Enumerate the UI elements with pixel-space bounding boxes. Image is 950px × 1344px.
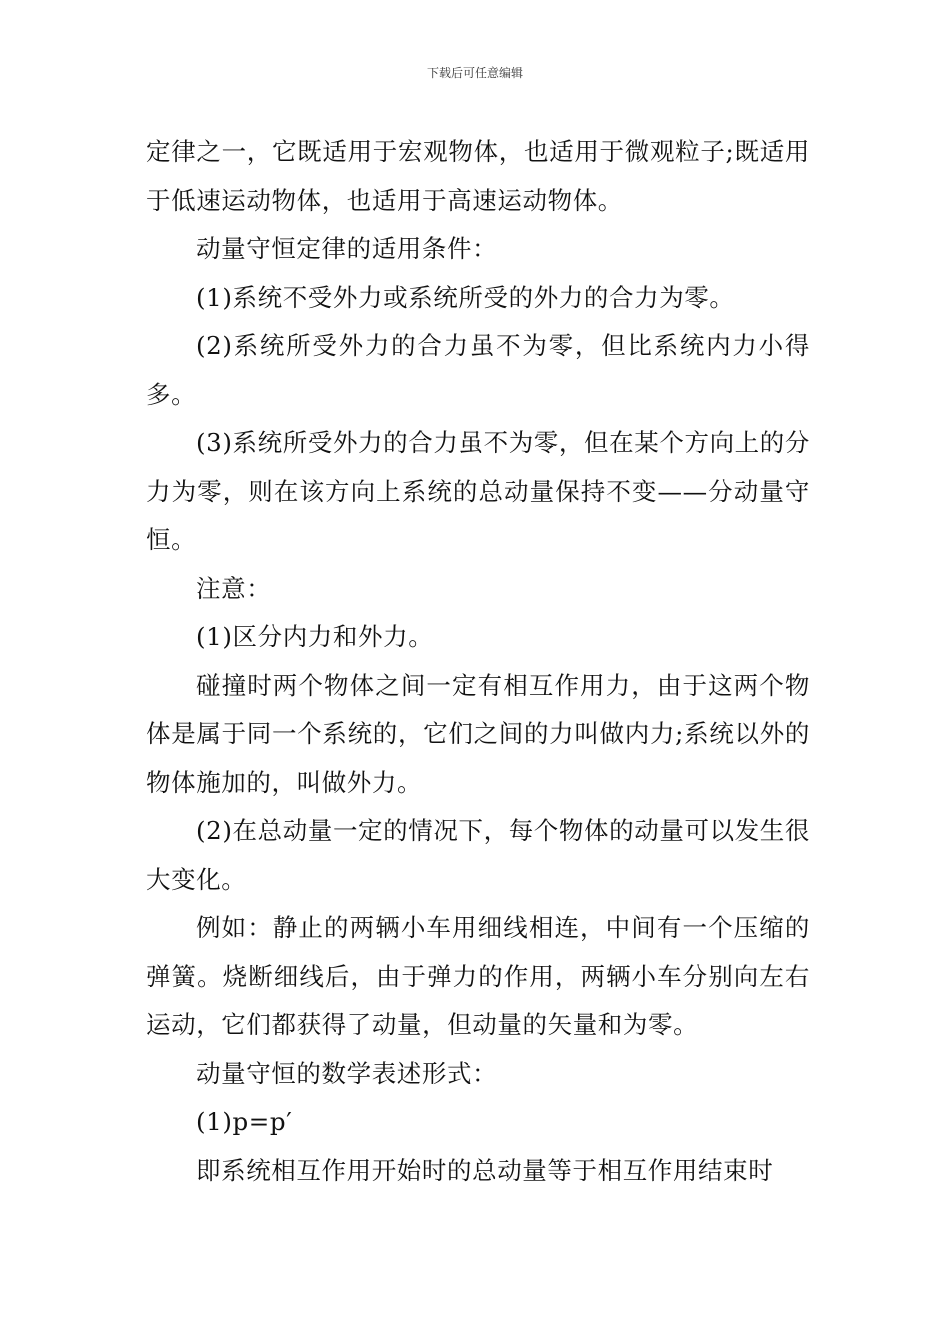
paragraph-9: (2)在总动量一定的情况下，每个物体的动量可以发生很大变化。 [146, 816, 810, 894]
paragraph-10: 例如：静止的两辆小车用细线相连，中间有一个压缩的弹簧。烧断细线后，由于弹力的作用，两辆小车分别向左右运动，它们都获得了动量，但动量的矢量和为零。 [146, 913, 810, 1039]
paragraph-3: (1)系统不受外力或系统所受的外力的合力为零。 [196, 282, 735, 312]
paragraph-6: 注意： [196, 573, 272, 603]
paragraph-5: (3)系统所受外力的合力虽不为零，但在某个方向上的分力为零，则在该方向上系统的总动量保持不变——分动量守恒。 [146, 428, 810, 554]
paragraph-4: (2)系统所受外力的合力虽不为零，但比系统内力小得多。 [146, 331, 810, 409]
paragraph-11: 动量守恒的数学表述形式： [196, 1058, 498, 1088]
page-header: 下载后可任意编辑 [426, 66, 523, 80]
paragraph-12: (1)p=p′ [196, 1107, 293, 1136]
paragraph-2: 动量守恒定律的适用条件： [196, 234, 498, 263]
document-body [146, 128, 810, 1195]
paragraph-7: (1)区分内力和外力。 [196, 622, 434, 651]
paragraph-8: 碰撞时两个物体之间一定有相互作用力，由于这两个物体是属于同一个系统的，它们之间的力叫做内力;系统以外的物体施加的，叫做外力。 [146, 670, 810, 797]
paragraph-1: 定律之一，它既适用于宏观物体，也适用于微观粒子;既适用于低速运动物体，也适用于高速运动物体。 [146, 137, 810, 215]
paragraph-13: 即系统相互作用开始时的总动量等于相互作用结束时 [196, 1155, 774, 1185]
